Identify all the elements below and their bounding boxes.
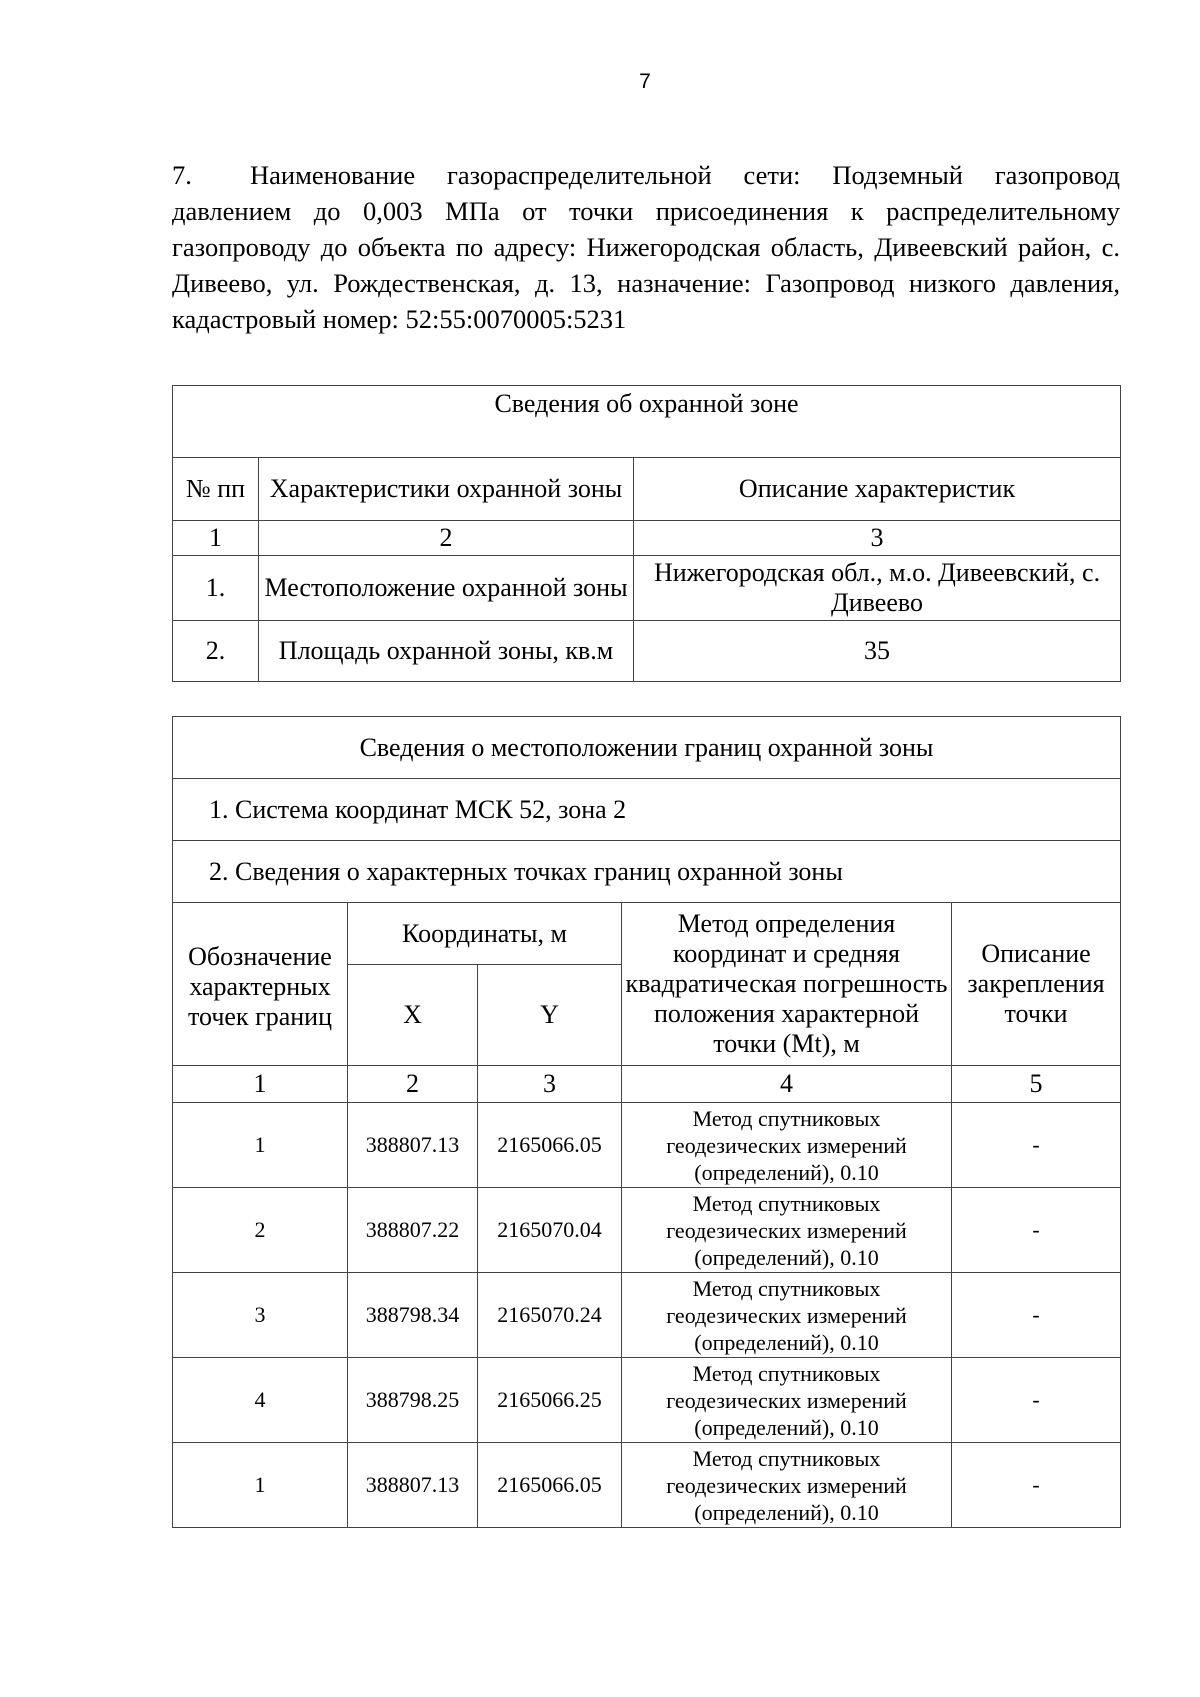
header-number: № пп (173, 458, 259, 521)
point-method: Метод спутниковых геодезических измерений (определений), 0.10 (622, 1188, 952, 1273)
header-y: Y (478, 965, 622, 1066)
column-number: 1 (173, 1066, 348, 1103)
point-id: 2 (173, 1188, 348, 1273)
point-method: Метод спутниковых геодезических измерений (определений), 0.10 (622, 1443, 952, 1528)
point-id: 4 (173, 1358, 348, 1443)
table-row (173, 621, 1121, 682)
row-characteristic: Площадь охранной зоны, кв.м (259, 621, 634, 682)
network-description (172, 157, 1120, 337)
table-row (173, 1188, 1121, 1273)
row-description: Нижегородская обл., м.о. Дивеевский, с. Дивеево (634, 556, 1121, 621)
boundary-table-title: Сведения о местоположении границ охранной зоны (173, 717, 1121, 779)
table-row (173, 556, 1121, 621)
point-y: 2165066.25 (478, 1358, 622, 1443)
point-x: 388807.13 (348, 1443, 478, 1528)
column-number: 1 (173, 521, 259, 556)
table-row (173, 1103, 1121, 1188)
point-fixing: - (952, 1273, 1121, 1358)
point-x: 388798.34 (348, 1273, 478, 1358)
point-id: 3 (173, 1273, 348, 1358)
column-number: 5 (952, 1066, 1121, 1103)
column-number: 2 (259, 521, 634, 556)
row-number: 1. (173, 556, 259, 621)
header-designation: Обозначение характерных точек границ (173, 903, 348, 1066)
column-number: 4 (622, 1066, 952, 1103)
zone-table-title: Сведения об охранной зоне (173, 386, 1121, 458)
boundary-points-table (172, 716, 1121, 1528)
point-fixing: - (952, 1358, 1121, 1443)
point-id: 1 (173, 1103, 348, 1188)
points-section-title: 2. Сведения о характерных точках границ охранной зоны (173, 841, 1121, 903)
point-x: 388798.25 (348, 1358, 478, 1443)
table-row (173, 1358, 1121, 1443)
paragraph-number: 7. (172, 160, 192, 190)
column-number: 2 (348, 1066, 478, 1103)
point-y: 2165070.24 (478, 1273, 622, 1358)
header-description: Описание характеристик (634, 458, 1121, 521)
point-method: Метод спутниковых геодезических измерений (определений), 0.10 (622, 1358, 952, 1443)
row-number: 2. (173, 621, 259, 682)
column-number: 3 (634, 521, 1121, 556)
point-y: 2165070.04 (478, 1188, 622, 1273)
point-method: Метод спутниковых геодезических измерений (определений), 0.10 (622, 1273, 952, 1358)
point-x: 388807.22 (348, 1188, 478, 1273)
header-characteristic: Характеристики охранной зоны (259, 458, 634, 521)
point-fixing: - (952, 1103, 1121, 1188)
header-x: X (348, 965, 478, 1066)
point-fixing: - (952, 1443, 1121, 1528)
column-number: 3 (478, 1066, 622, 1103)
point-id: 1 (173, 1443, 348, 1528)
point-x: 388807.13 (348, 1103, 478, 1188)
row-characteristic: Местоположение охранной зоны (259, 556, 634, 621)
point-y: 2165066.05 (478, 1103, 622, 1188)
point-y: 2165066.05 (478, 1443, 622, 1528)
point-fixing: - (952, 1188, 1121, 1273)
header-method: Метод определения координат и средняя квадратическая погрешность положения характерной точки (Mt), м (622, 903, 952, 1066)
header-fixing: Описание закрепления точки (952, 903, 1121, 1066)
table-row (173, 1273, 1121, 1358)
page-number: 7 (639, 70, 651, 93)
paragraph-text: Наименование газораспределительной сети: Подземный газопровод давлением до 0,003 МПа от точки присоединения к распределительному газопроводу до объекта по адресу: Нижегородская область, Дивеевский район, с. Дивеево, ул. Рождественская, д. 13, назначение: Газопровод низкого давления, кадастровый номер: 52:55:0070005:5231 (172, 160, 1120, 334)
row-description: 35 (634, 621, 1121, 682)
header-coordinates: Координаты, м (348, 903, 622, 965)
coordinate-system: 1. Система координат МСК 52, зона 2 (173, 779, 1121, 841)
point-method: Метод спутниковых геодезических измерений (определений), 0.10 (622, 1103, 952, 1188)
protection-zone-table (172, 385, 1121, 682)
table-row (173, 1443, 1121, 1528)
